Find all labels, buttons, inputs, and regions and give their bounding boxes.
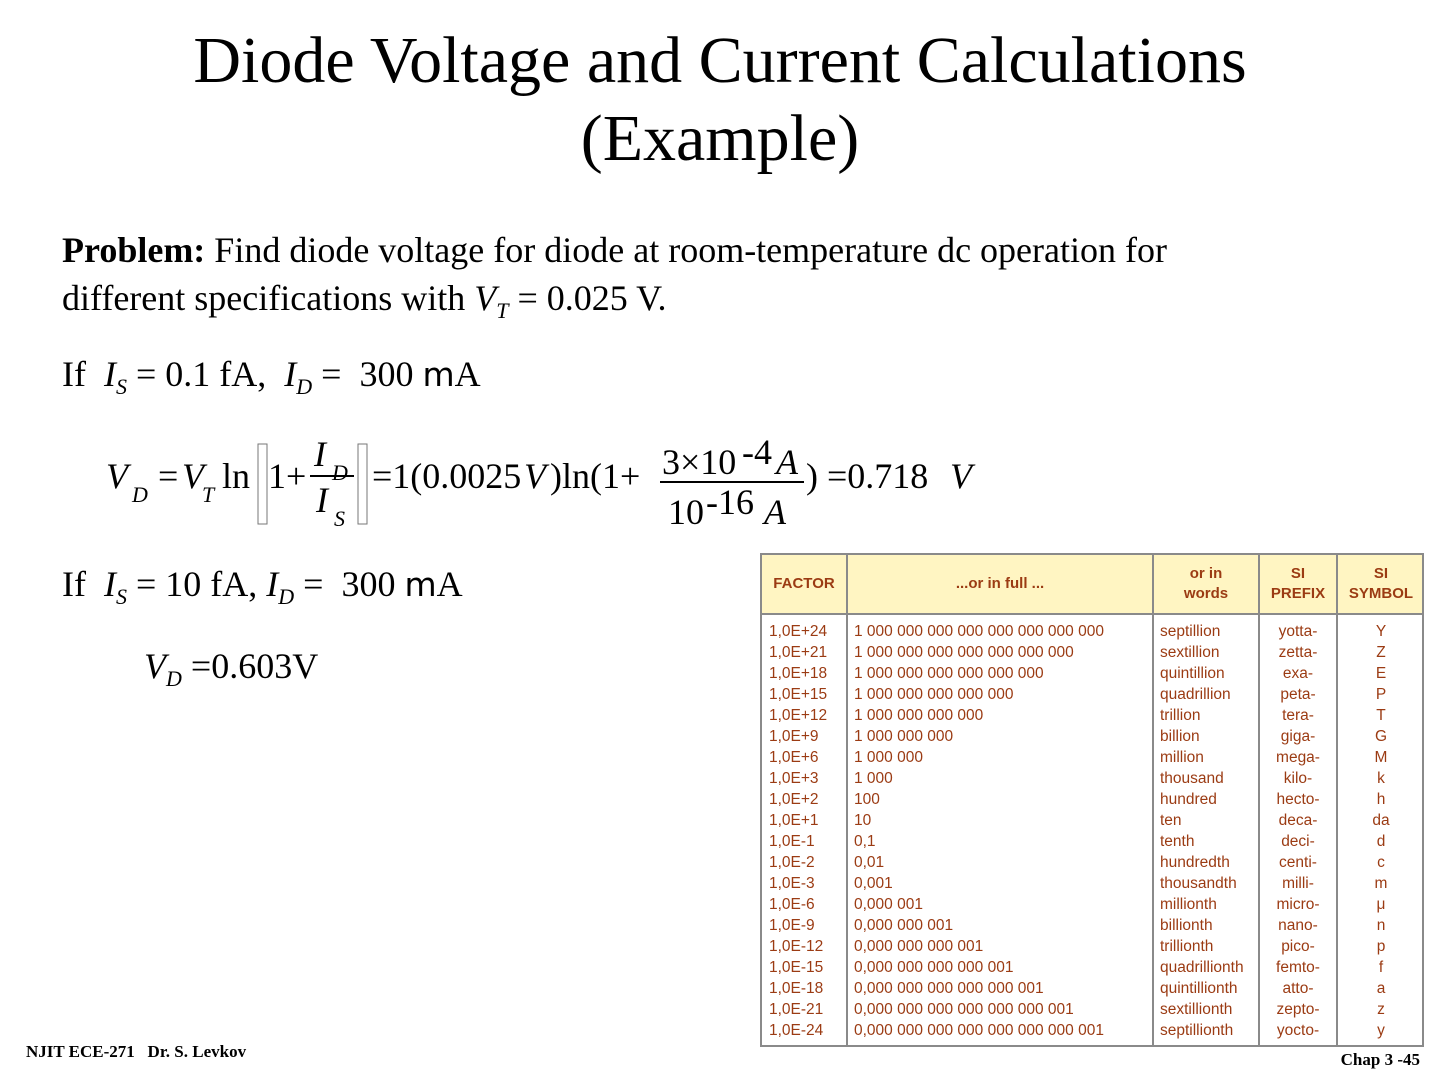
case-1-spec: If $I_S = 0.1$ fA, $I_D = 300$ mA [62,354,481,399]
factor-cell: 1,0E+1 [769,812,819,829]
symbol-cell: p [1376,938,1386,955]
eq1-frac-den-sub: S [334,506,345,531]
prefix-cell: deci- [1281,833,1315,850]
symbol-cell: c [1377,854,1385,871]
equation-2 [144,644,319,691]
vt-subscript: T [496,298,509,323]
word-cell: millionth [1160,896,1217,913]
prefix-cell: mega- [1276,749,1320,766]
word-cell: thousand [1160,770,1224,787]
eq1-v-unit: V [524,456,546,496]
prefix-cell: atto- [1282,980,1314,997]
word-cell: quadrillion [1160,686,1231,703]
factor-cell: 1,0E+24 [769,623,828,640]
si-prefix-table [760,553,1424,1047]
factor-cell: 1,0E+12 [769,707,828,724]
full-value-cell: 0,000 000 000 001 [854,938,984,955]
eq1-den: 10 [668,492,704,532]
full-value-cell: 1 000 000 000 [854,728,954,745]
title-line-2: (Example) [580,102,860,175]
prefix-cell: centi- [1279,854,1317,871]
header-symbol: SI SYMBOL [1348,565,1414,602]
factor-cell: 1,0E-24 [769,1022,824,1039]
prefix-cell: yotta- [1278,623,1318,640]
column-divider [846,555,848,1045]
header-prefix: SI PREFIX [1270,565,1326,602]
equation-1 [104,430,1004,540]
symbol-cell: k [1377,770,1385,787]
full-value-cell: 0,1 [854,833,876,850]
symbol-cell: M [1374,749,1388,766]
eq1-ln2: )ln(1+ [550,456,641,496]
symbol-cell: μ [1376,896,1386,913]
factor-cell: 1,0E-6 [769,896,815,913]
full-value-cell: 0,000 000 000 000 000 000 000 001 [854,1022,1104,1039]
title-line-1: Diode Voltage and Current Calculations [193,24,1247,97]
vt-value: = 0.025 V. [508,278,667,318]
slide-title [0,22,1440,178]
problem-label: Problem: [62,230,206,270]
word-cell: hundred [1160,791,1217,808]
prefix-cell: zetta- [1278,644,1318,661]
full-value-cell: 1 000 000 000 000 000 000 [854,665,1044,682]
eq1-num-unit: A [776,442,798,482]
factor-cell: 1,0E-15 [769,959,824,976]
problem-statement [62,226,1382,322]
symbol-cell: E [1375,665,1387,682]
eq1-eq: = [158,456,179,496]
eq1-vt: V [182,456,204,496]
header-full: ...or in full ... [955,575,1045,592]
prefix-cell: nano- [1278,917,1318,934]
full-value-cell: 0,000 000 001 [854,917,954,934]
word-cell: ten [1160,812,1182,829]
symbol-column [1338,621,1424,1041]
eq2-vd: V [144,646,166,686]
footer-course: NJIT ECE-271 Dr. S. Levkov [26,1042,247,1061]
eq1-num: 3×10 [662,442,737,482]
symbol-cell: T [1376,707,1386,724]
word-cell: million [1160,749,1204,766]
word-cell: billionth [1160,917,1213,934]
prefix-cell: femto- [1276,959,1320,976]
factor-cell: 1,0E+6 [769,749,819,766]
factor-cell: 1,0E+21 [769,644,828,661]
eq1-result-unit: V [950,456,972,496]
full-column [854,621,1150,1041]
eq1-result: ) =0.718 [806,456,938,496]
word-cell: trillionth [1160,938,1214,955]
eq1-vd-sub: D [132,482,148,507]
eq1-vd: V [106,456,128,496]
eq1-vt-sub: T [202,482,215,507]
symbol-cell: Z [1376,644,1386,661]
full-value-cell: 0,000 001 [854,896,923,913]
prefix-cell: tera- [1282,707,1314,724]
factor-cell: 1,0E-9 [769,917,815,934]
eq1-mid: =1(0.0025 [372,456,522,496]
prefix-cell: giga- [1280,728,1316,745]
factor-column [769,621,845,1041]
factor-cell: 1,0E+15 [769,686,828,703]
word-cell: trillion [1160,707,1201,724]
symbol-cell: z [1377,1001,1385,1018]
problem-text-2: different specifications with [62,278,475,318]
symbol-cell: a [1376,980,1386,997]
prefix-cell: yocto- [1276,1022,1320,1039]
full-value-cell: 0,01 [854,854,885,871]
symbol-cell: Y [1375,623,1387,640]
prefix-cell: micro- [1276,896,1320,913]
eq1-frac-num: I [314,434,326,474]
word-cell: sextillionth [1160,1001,1233,1018]
full-value-cell: 10 [854,812,872,829]
words-column [1160,621,1256,1041]
symbol-cell: n [1376,917,1386,934]
problem-text-1: Find diode voltage for diode at room-temperature dc operation for [205,230,1167,270]
full-value-cell: 0,000 000 000 000 001 [854,959,1014,976]
column-divider [1152,555,1154,1045]
word-cell: quadrillionth [1160,959,1244,976]
full-value-cell: 1 000 000 000 000 000 [854,686,1014,703]
word-cell: quintillion [1160,665,1225,682]
full-value-cell: 0,000 000 000 000 000 000 001 [854,1001,1074,1018]
prefix-cell: peta- [1280,686,1316,703]
factor-cell: 1,0E+2 [769,791,819,808]
eq1-frac-den: I [316,480,328,520]
full-value-cell: 0,001 [854,875,893,892]
prefix-cell: deca- [1278,812,1318,829]
factor-cell: 1,0E+9 [769,728,819,745]
factor-cell: 1,0E-21 [769,1001,824,1018]
case-2-spec: If $I_S = 10$ fA, $I_D = 300$ mA [62,564,463,609]
prefix-column [1260,621,1336,1041]
footer-page-number: Chap 3 -45 [1340,1050,1420,1069]
factor-cell: 1,0E-3 [769,875,815,892]
word-cell: septillion [1160,623,1221,640]
factor-cell: 1,0E-12 [769,938,824,955]
word-cell: thousandth [1160,875,1237,892]
factor-cell: 1,0E+3 [769,770,819,787]
eq2-vd-sub: D [166,666,182,691]
eq1-num-exp: -4 [742,432,772,472]
word-cell: tenth [1160,833,1195,850]
full-value-cell: 1 000 000 000 000 [854,707,984,724]
eq1-den-unit: A [764,492,786,532]
full-value-cell: 1 000 000 000 000 000 000 000 000 [854,623,1104,640]
symbol-cell: m [1374,875,1388,892]
eq1-frac-num-sub: D [332,460,348,485]
word-cell: quintillionth [1160,980,1238,997]
full-value-cell: 1 000 000 000 000 000 000 000 [854,644,1074,661]
prefix-cell: kilo- [1283,770,1313,787]
header-words: or in words [1183,565,1229,602]
prefix-cell: pico- [1281,938,1315,955]
eq1-den-exp: -16 [706,482,754,522]
full-value-cell: 1 000 000 [854,749,923,766]
prefix-cell: zepto- [1276,1001,1320,1018]
factor-cell: 1,0E-2 [769,854,815,871]
full-value-cell: 1 000 [854,770,893,787]
eq1-bracket-left [258,444,267,524]
symbol-cell: y [1377,1022,1385,1039]
full-value-cell: 0,000 000 000 000 000 001 [854,980,1044,997]
full-value-cell: 100 [854,791,880,808]
word-cell: hundredth [1160,854,1230,871]
factor-cell: 1,0E-1 [769,833,815,850]
vt-symbol: V [474,278,497,318]
eq1-one-plus: 1+ [268,456,307,496]
symbol-cell: G [1374,728,1388,745]
prefix-cell: milli- [1282,875,1314,892]
eq2-value: =0.603V [181,646,319,686]
word-cell: sextillion [1160,644,1220,661]
symbol-cell: da [1372,812,1390,829]
prefix-cell: exa- [1282,665,1314,682]
header-factor: FACTOR [773,575,835,592]
symbol-cell: P [1375,686,1387,703]
factor-cell: 1,0E+18 [769,665,828,682]
symbol-cell: f [1378,959,1384,976]
word-cell: septillionth [1160,1022,1234,1039]
eq1-ln: ln [222,456,251,496]
symbol-cell: h [1376,791,1386,808]
prefix-cell: hecto- [1276,791,1320,808]
factor-cell: 1,0E-18 [769,980,824,997]
word-cell: billion [1160,728,1200,745]
symbol-cell: d [1376,833,1386,850]
eq1-bracket-right [358,444,367,524]
